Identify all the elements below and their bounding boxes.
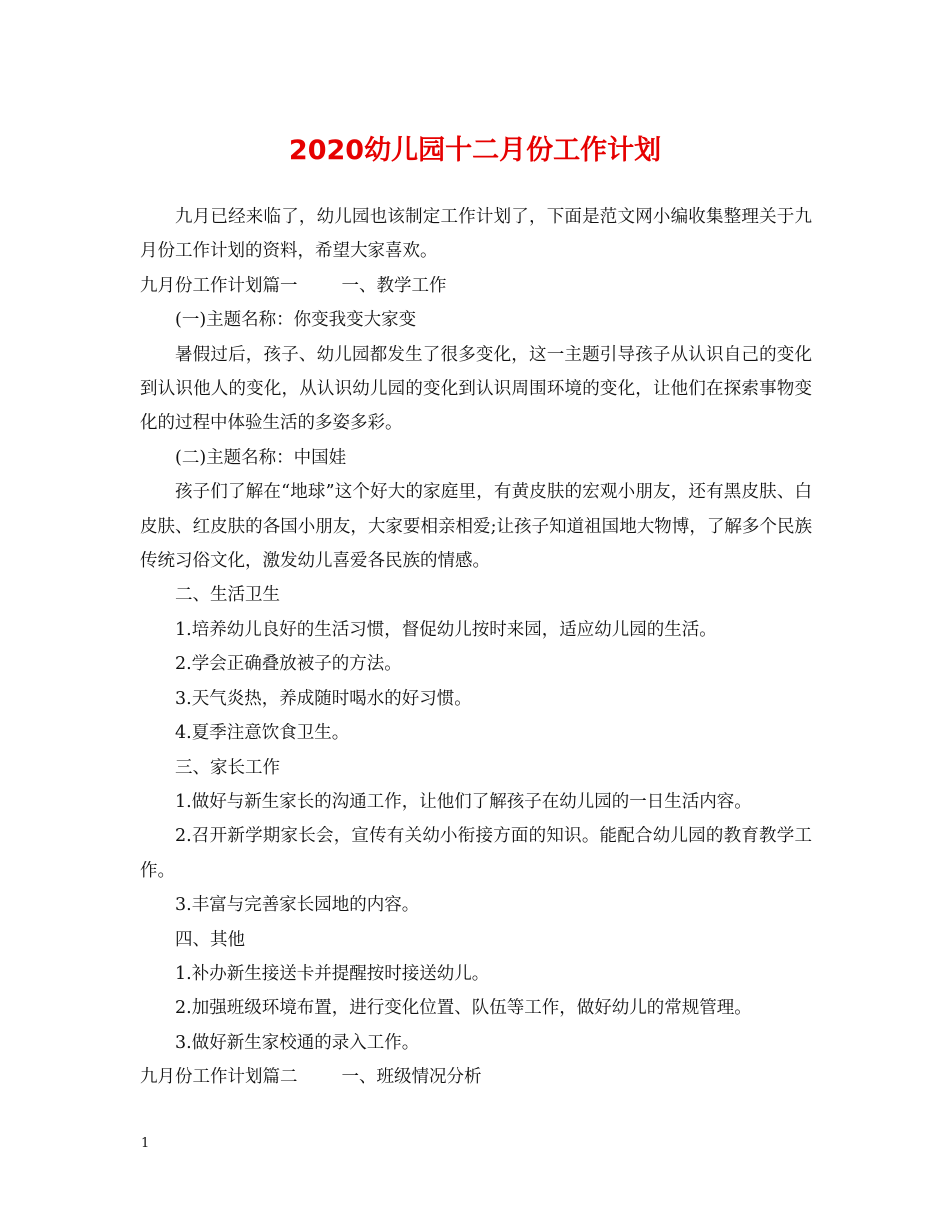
plan1-first-section: 一、教学工作 [341,275,447,296]
list-item: 2.学会正确叠放被子的方法。 [175,654,402,675]
list-item: 1.培养幼儿良好的生活习惯，督促幼儿按时来园，适应幼儿园的生活。 [175,619,717,640]
section4-title: 四、其他 [175,929,245,950]
list-item: 1.做好与新生家长的沟通工作，让他们了解孩子在幼儿园的一日生活内容。 [175,791,752,812]
plan1-heading [140,269,812,303]
section3-title: 三、家长工作 [175,757,280,778]
theme2-description: 孩子们了解在“地球”这个好大的家庭里，有黄皮肤的宏观小朋友，还有黑皮肤、白皮肤、红皮肤的各国小朋友，大家要相亲相爱;让孩子知道祖国地大物博，了解多个民族传统习俗文化，激发幼儿喜爱各民族的情感。 [140,482,812,572]
list-item: 3.丰富与完善家长园地的内容。 [175,895,420,916]
page-number: 1 [141,1136,150,1151]
document-body [140,200,812,1095]
plan2-label: 九月份工作计划篇二 [140,1067,298,1088]
section2-title: 二、生活卫生 [175,585,280,606]
list-item: 3.做好新生家校通的录入工作。 [175,1032,420,1053]
theme1-title: (一)主题名称：你变我变大家变 [175,310,417,331]
theme1-description: 暑假过后，孩子、幼儿园都发生了很多变化，这一主题引导孩子从认识自己的变化到认识他人的变化，从认识幼儿园的变化到认识周围环境的变化，让他们在探索事物变化的过程中体验生活的多姿多彩。 [140,344,812,434]
plan1-label: 九月份工作计划篇一 [140,275,298,296]
theme2-title: (二)主题名称：中国娃 [175,447,347,468]
plan2-first-section: 一、班级情况分析 [341,1067,482,1088]
list-item: 2.召开新学期家长会，宣传有关幼小衔接方面的知识。能配合幼儿园的教育教学工作。 [140,826,812,881]
list-item: 3.天气炎热，养成随时喝水的好习惯。 [175,688,472,709]
document-title: 2020幼儿园十二月份工作计划 [288,135,662,166]
list-item: 1.补办新生接送卡并提醒按时接送幼儿。 [175,963,490,984]
plan2-heading [140,1060,812,1094]
intro-paragraph: 九月已经来临了，幼儿园也该制定工作计划了，下面是范文网小编收集整理关于九月份工作计划的资料，希望大家喜欢。 [140,207,812,262]
list-item: 2.加强班级环境布置，进行变化位置、队伍等工作，做好幼儿的常规管理。 [175,998,752,1019]
list-item: 4.夏季注意饮食卫生。 [175,723,350,744]
